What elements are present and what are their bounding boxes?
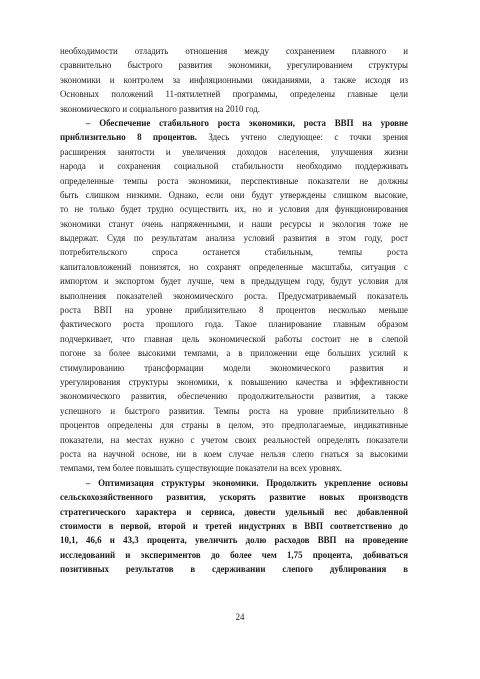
text-line: экономического и социального развития на 2010 год. bbox=[60, 103, 260, 114]
text-line: стимулированию трансформации модели экономического развития и bbox=[60, 362, 408, 373]
page-number: 24 bbox=[235, 612, 245, 622]
text-line: потребительского спроса останется стабильным, темпы роста bbox=[60, 247, 408, 258]
bold-heading-line: – Обеспечение стабильного роста экономики, роста ВВП на уровне bbox=[86, 117, 408, 128]
text-line: то не только будет трудно осуществить их, но и условия для функционирования bbox=[60, 204, 408, 215]
text-line: экономики станут очень напряженными, и наши ресурсы и экология тоже не bbox=[60, 218, 408, 229]
text-line: роста на научной основе, ни в коем случае нельзя слепо гнаться за высокими bbox=[60, 448, 408, 459]
bold-text-line: 10,1, 46,6 и 43,3 процента, увеличить долю расходов ВВП на проведение bbox=[60, 535, 408, 546]
text-line: подчеркивает, что главная цель экономической работы состоит не в слепой bbox=[60, 333, 408, 344]
text-line: выполнения показателей экономического роста. Предусматриваемый показатель bbox=[60, 290, 408, 301]
text-line: капиталовложений понизятся, но сохранят определенные масштабы, ситуация с bbox=[60, 261, 408, 272]
text-line: расширения занятости и увеличения доходов населения, улучшения жизни bbox=[60, 146, 408, 157]
text-line: темпами, тем более повышать существующие показатели на всех уровнях. bbox=[60, 463, 343, 474]
bold-text-line: сельскохозяйственного развития, ускорять развитие новых производств bbox=[60, 492, 408, 503]
text-line: показатели, на местах нужно с учетом своих реальностей определять показатели bbox=[60, 434, 408, 445]
text-line: импортом и экспортом будет лучше, чем в предыдущем году, будут условия для bbox=[60, 276, 408, 287]
text-line: процентов определены для страны в целом, это предполагаемые, индикативные bbox=[60, 420, 408, 431]
bold-text-line: – Оптимизация структуры экономики. Продолжить укрепление основы bbox=[86, 477, 408, 488]
text-line: экономики и контролем за инфляционными ожиданиями, а также исходя из bbox=[60, 74, 408, 85]
document-page bbox=[60, 44, 408, 576]
text-line: экономического развития, обеспечению продолжительности развития, а также bbox=[60, 391, 408, 402]
mixed-line bbox=[60, 130, 408, 144]
text-line: выдержат. Судя по результатам анализа условий развития в этом году, рост bbox=[60, 233, 408, 244]
bold-heading-fragment: приблизительно 8 процентов. bbox=[60, 132, 198, 143]
text-line: погоне за более высокими темпами, а в приложении еще больших усилий к bbox=[60, 348, 408, 359]
bold-text-line: позитивных результатов в сдерживании слепого дублирования в bbox=[60, 564, 408, 575]
text-line: успешного и быстрого развития. Темпы роста на уровне приблизительно 8 bbox=[60, 405, 408, 416]
text-line: необходимости отладить отношения между сохранением плавного и bbox=[60, 46, 408, 56]
bold-text-line: стоимости в первой, второй и третей индустриях в ВВП соответственно до bbox=[60, 520, 408, 531]
text-line: урегулирования структуры экономики, к повышению качества и эффективности bbox=[60, 376, 408, 387]
bold-text-line: стратегического характера и сервиса, довести удельный вес добавленной bbox=[60, 506, 408, 517]
text-line: народа и сохранения социальной стабильности необходимо поддерживать bbox=[60, 161, 408, 172]
text-line: фактического роста прошлого года. Такое планирование главным образом bbox=[60, 319, 408, 330]
text-fragment: Здесь учтено следующее: с точки зрения bbox=[208, 132, 408, 143]
bold-text-line: исследований и экспериментов до более чем 1,75 процента, добиваться bbox=[60, 549, 408, 560]
text-line: быть слишком низкими. Однако, если они будут утверждены слишком высокие, bbox=[60, 189, 408, 200]
text-line: роста ВВП на уровне приблизительно 8 процентов несколько меньше bbox=[60, 305, 408, 316]
text-line: определенные темпы роста экономики, перспективные показатели не должны bbox=[60, 175, 408, 186]
text-line: Основных положений 11-пятилетней программы, определены главные цели bbox=[60, 89, 408, 100]
text-line: сравнительно быстрого развития экономики, урегулированием структуры bbox=[60, 60, 408, 71]
